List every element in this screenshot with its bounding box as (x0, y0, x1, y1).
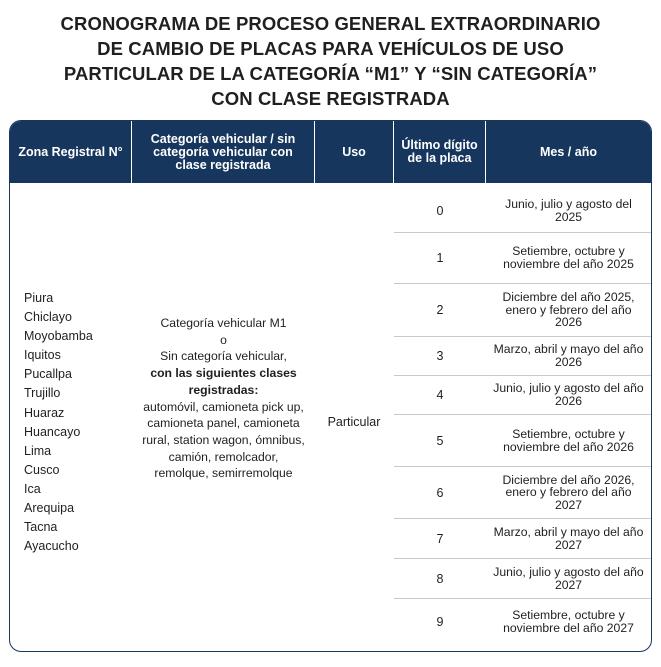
category-description (140, 315, 307, 482)
plate-digit: 3 (436, 349, 444, 363)
plate-digit: 7 (436, 531, 444, 546)
plate-digit: 9 (436, 615, 444, 629)
schedule-month: Marzo, abril y mayo del año 2027 (493, 524, 644, 552)
plate-digit: 2 (436, 303, 444, 317)
uso-value: Particular (327, 415, 381, 429)
table-row (394, 284, 651, 337)
zone-item: Moyobamba (24, 329, 93, 344)
schedule-month: Junio, julio y agosto del año 2026 (493, 381, 644, 408)
zone-item: Tacna (24, 520, 58, 535)
table-row (394, 519, 651, 559)
zone-item: Trujillo (24, 386, 61, 401)
table-row (394, 415, 651, 467)
title-line: CON CLASE REGISTRADA (211, 88, 450, 109)
category-classes: automóvil, camioneta pick up, camioneta panel, camioneta rural, station wagon, ómnibus, camión, remolcador, remolque, semirremolque (142, 399, 305, 481)
zone-item: Lima (24, 443, 52, 458)
category-line: Sin categoría vehicular, (160, 349, 287, 364)
header-mes: Mes / año (540, 144, 597, 159)
header-digito: Último dígito de la placa (394, 121, 486, 183)
table-row (394, 189, 651, 233)
table-row (394, 376, 651, 415)
zone-item: Chiclayo (24, 310, 72, 325)
zone-item: Piura (24, 291, 54, 305)
schedule-month: Diciembre del año 2025, enero y febrero del año 2026 (502, 290, 635, 330)
schedule-month: Junio, julio y agosto del año 2027 (493, 564, 644, 592)
zone-item: Pucallpa (24, 367, 72, 382)
schedule-month: Setiembre, octubre y noviembre del año 2026 (503, 426, 634, 454)
schedule-month: Setiembre, octubre y noviembre del año 2027 (503, 608, 634, 635)
zone-item: Huaraz (24, 405, 65, 420)
category-bold: con las siguientes clases registradas: (150, 366, 297, 397)
schedule-table (9, 120, 652, 652)
zone-item: Huancayo (24, 424, 81, 439)
plate-digit: 4 (436, 388, 444, 402)
title-line: PARTICULAR DE LA CATEGORÍA “M1” Y “SIN CATEGORÍA” (63, 63, 598, 84)
page-title (0, 11, 661, 111)
title-line: CRONOGRAMA DE PROCESO GENERAL EXTRAORDINARIO (60, 13, 601, 34)
category-or: o (220, 332, 227, 347)
plate-digit: 1 (436, 251, 444, 265)
category-line: Categoría vehicular M1 (160, 316, 287, 330)
plate-digit: 5 (436, 433, 444, 448)
table-row (394, 467, 651, 519)
schedule-month: Setiembre, octubre y noviembre del año 2025 (503, 244, 634, 271)
table-header (10, 121, 652, 183)
plate-digit: 8 (436, 571, 444, 586)
header-uso: Uso (315, 121, 394, 183)
zone-item: Ica (24, 481, 41, 496)
schedule-month: Marzo, abril y mayo del año 2026 (493, 342, 644, 369)
header-categoria: Categoría vehicular / sin categoría vehicular con clase registrada (132, 121, 315, 183)
zones-list (24, 289, 93, 556)
zone-item: Ayacucho (24, 539, 79, 554)
title-line: DE CAMBIO DE PLACAS PARA VEHÍCULOS DE USO (97, 38, 564, 59)
table-row (394, 337, 651, 376)
table-row (394, 559, 651, 599)
table-row (394, 599, 651, 645)
zone-item: Iquitos (24, 348, 61, 363)
table-row (394, 233, 651, 284)
schedule-month: Diciembre del año 2026, enero y febrero del año 2027 (502, 472, 635, 512)
zone-item: Arequipa (24, 501, 75, 516)
header-zona: Zona Registral N° (10, 121, 132, 183)
plate-digit: 6 (436, 485, 444, 500)
plate-digit: 0 (436, 203, 444, 218)
zone-item: Cusco (24, 462, 60, 477)
schedule-month: Junio, julio y agosto del 2025 (505, 196, 632, 224)
